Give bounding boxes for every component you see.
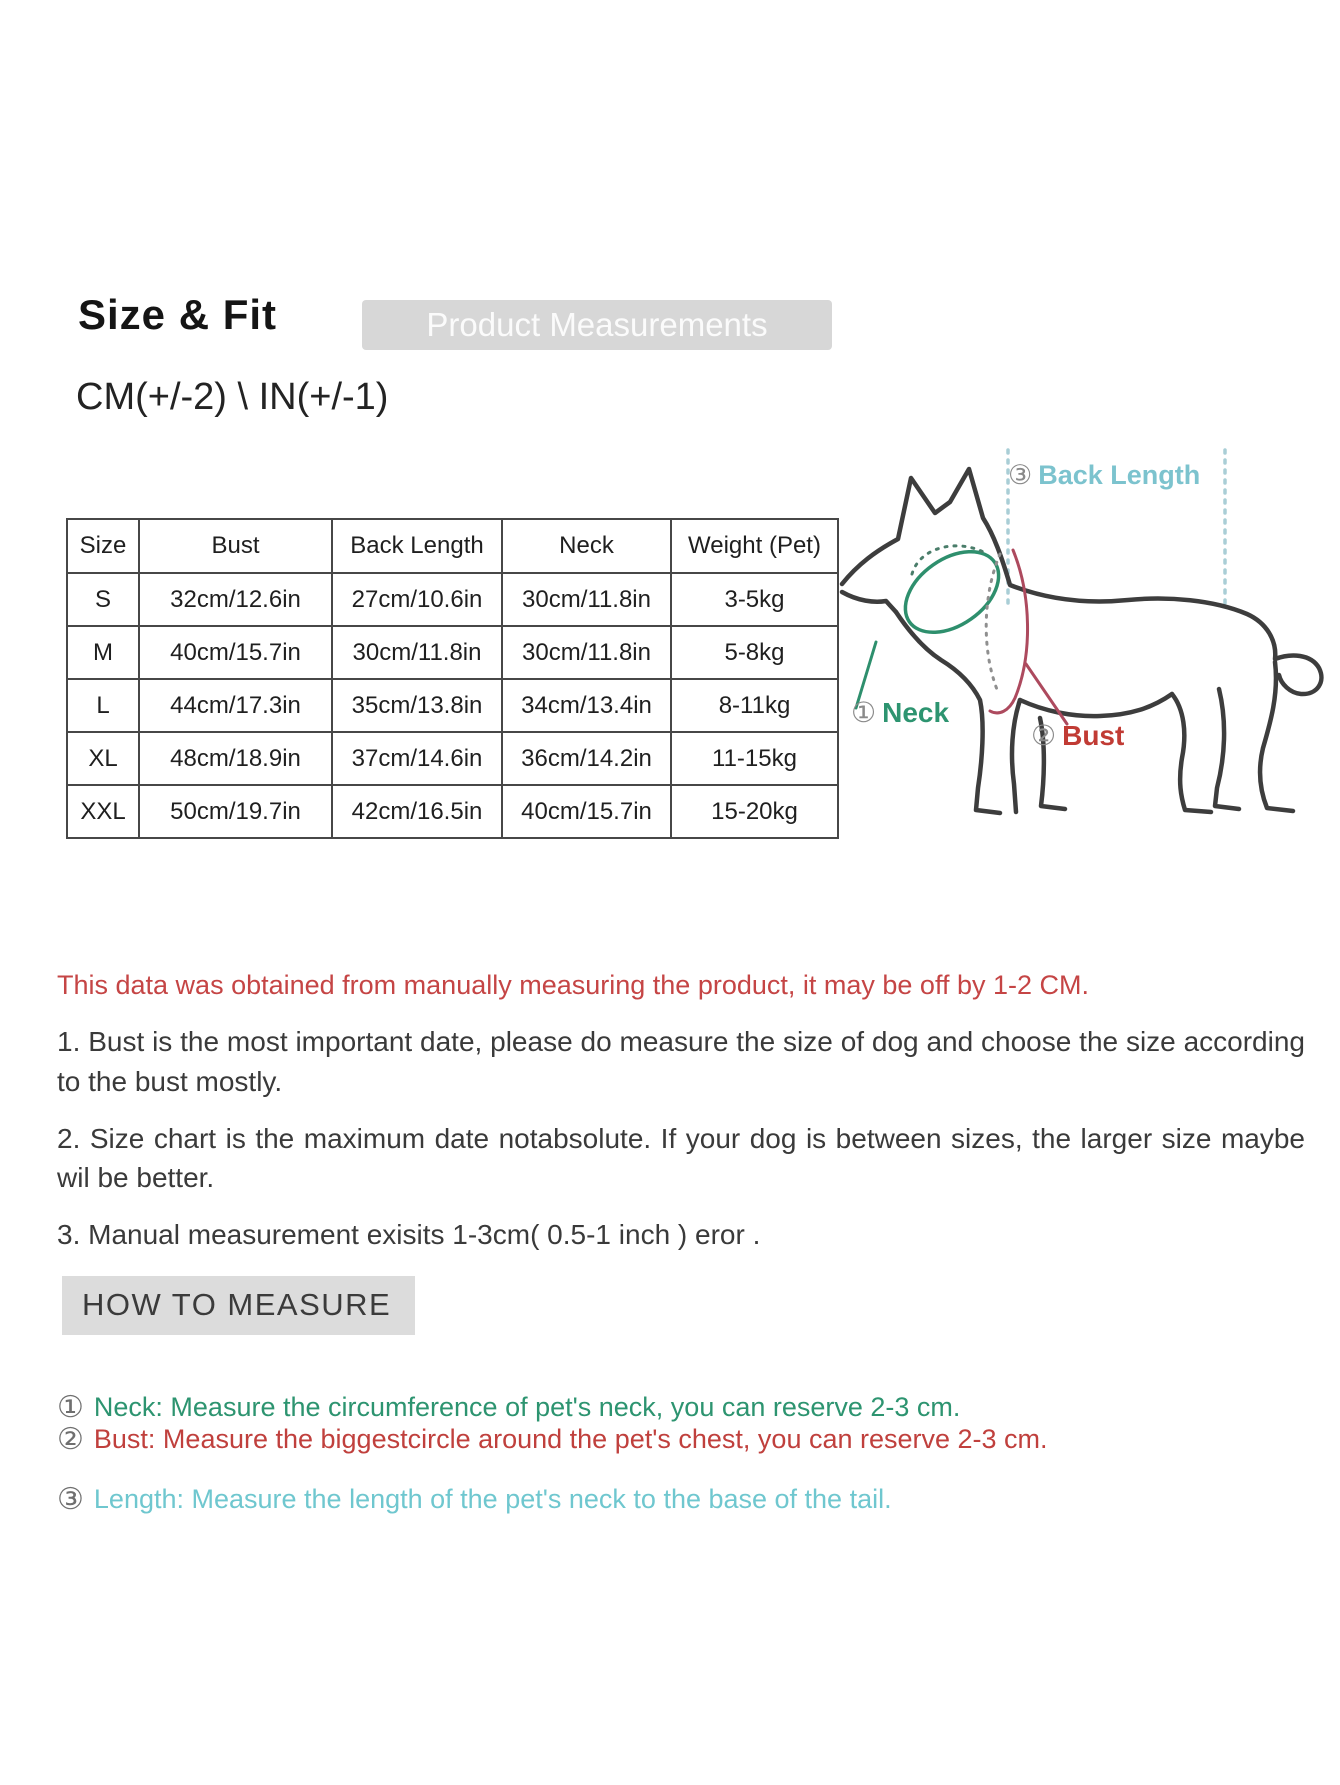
table-row-l [67, 679, 838, 732]
size-table [66, 518, 839, 839]
column-header-neck: Neck [502, 519, 671, 573]
circled-3-icon: ③ [1008, 460, 1033, 490]
size-cell: XXL [67, 785, 139, 838]
size-cell: XL [67, 732, 139, 785]
measure-step-neck-text: Neck: Measure the circumference of pet's neck, you can reserve 2-3 cm. [93, 1392, 961, 1422]
measure-step-length-text: Length: Measure the length of the pet's neck to the base of the tail. [93, 1484, 892, 1514]
table-row-xxl [67, 785, 838, 838]
dog-second-hind-leg-path [1215, 689, 1239, 809]
note-2: 2. Size chart is the maximum date notabsolute. If your dog is between sizes, the larger size maybe wil be better. [57, 1122, 1305, 1194]
back-length-label-text: Back Length [1038, 460, 1201, 490]
neck-label [851, 696, 949, 729]
how-to-measure-heading: HOW TO MEASURE [62, 1276, 415, 1335]
circled-1-icon: ① [851, 697, 877, 728]
dog-hind-leg-back-path [1260, 662, 1293, 811]
weight-cell: 5-8kg [671, 626, 838, 679]
table-row-m [67, 626, 838, 679]
neck-ring-dotted-arc [912, 546, 987, 574]
size-cell: M [67, 626, 139, 679]
measurement-disclaimer: This data was obtained from manually measuring the product, it may be off by 1-2 CM. [57, 970, 1089, 1000]
note-1: 1. Bust is the most important date, please do measure the size of dog and choose the size according to the bust mostly. [57, 1026, 1305, 1097]
measure-step-bust-text: Bust: Measure the biggestcircle around the pet's chest, you can reserve 2-3 cm. [93, 1424, 1048, 1454]
dog-hind-leg-front-path [1172, 694, 1211, 812]
column-header-weight: Weight (Pet) [671, 519, 838, 573]
table-row-s [67, 573, 838, 626]
circled-2-icon: ② [1031, 720, 1057, 751]
bust-cell: 32cm/12.6in [139, 573, 332, 626]
bust-label [1031, 719, 1124, 752]
circled-3-icon: ③ [57, 1483, 84, 1516]
circled-1-icon: ① [57, 1391, 84, 1424]
bust-label-text: Bust [1062, 720, 1125, 751]
back-length-cell: 35cm/13.8in [332, 679, 502, 732]
note-3: 3. Manual measurement exisits 1-3cm( 0.5-1 inch ) eror . [57, 1219, 761, 1250]
column-header-bust: Bust [139, 519, 332, 573]
neck-cell: 34cm/13.4in [502, 679, 671, 732]
measure-step-neck [57, 1390, 960, 1425]
measure-step-bust [57, 1422, 1048, 1457]
neck-cell: 30cm/11.8in [502, 626, 671, 679]
size-cell: L [67, 679, 139, 732]
product-measurements-badge: Product Measurements [362, 300, 832, 350]
dog-belly-path [1020, 694, 1172, 716]
size-table-header-row [67, 519, 838, 573]
dog-jaw-path [842, 592, 896, 612]
bust-cell: 40cm/15.7in [139, 626, 332, 679]
size-cell: S [67, 573, 139, 626]
circled-2-icon: ② [57, 1423, 84, 1456]
back-length-label [1008, 460, 1200, 491]
page-title: Size & Fit [78, 291, 278, 338]
dog-front-leg-back-edge-path [1012, 700, 1020, 812]
tolerance-note: CM(+/-2) \ IN(+/-1) [76, 376, 389, 418]
weight-cell: 3-5kg [671, 573, 838, 626]
bust-cell: 50cm/19.7in [139, 785, 332, 838]
column-header-back-length: Back Length [332, 519, 502, 573]
neck-cell: 30cm/11.8in [502, 573, 671, 626]
neck-label-text: Neck [882, 697, 950, 728]
neck-cell: 40cm/15.7in [502, 785, 671, 838]
measure-step-length [57, 1482, 892, 1517]
bust-cell: 44cm/17.3in [139, 679, 332, 732]
neck-cell: 36cm/14.2in [502, 732, 671, 785]
back-length-cell: 30cm/11.8in [332, 626, 502, 679]
table-row-xl [67, 732, 838, 785]
weight-cell: 15-20kg [671, 785, 838, 838]
sizing-notes [57, 1022, 1305, 1272]
bust-pointer-line [1026, 664, 1067, 724]
bust-cell: 48cm/18.9in [139, 732, 332, 785]
weight-cell: 8-11kg [671, 679, 838, 732]
back-length-cell: 37cm/14.6in [332, 732, 502, 785]
back-length-cell: 27cm/10.6in [332, 573, 502, 626]
weight-cell: 11-15kg [671, 732, 838, 785]
column-header-size: Size [67, 519, 139, 573]
back-length-cell: 42cm/16.5in [332, 785, 502, 838]
